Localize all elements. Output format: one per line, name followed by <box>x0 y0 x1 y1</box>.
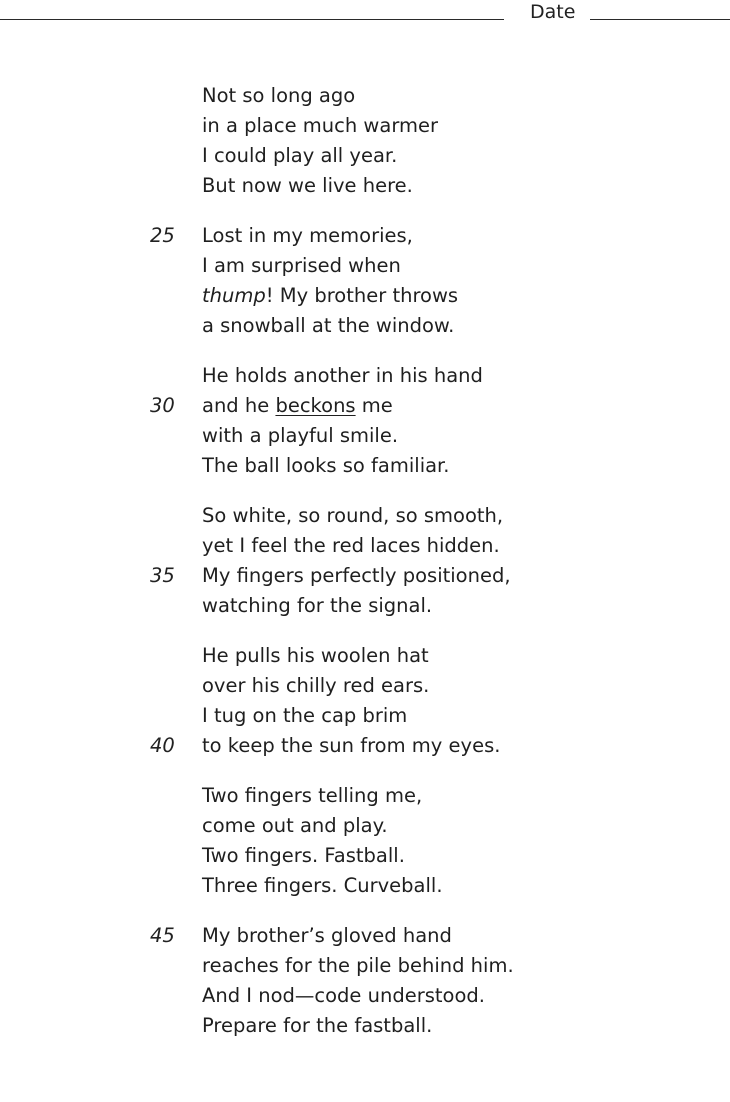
poem-line <box>0 921 730 951</box>
line-text-before: and he <box>202 394 276 417</box>
poem-line <box>0 81 730 111</box>
line-text: Two fingers telling me, <box>202 784 423 807</box>
line-text: yet I feel the red laces hidden. <box>202 534 500 557</box>
date-label: Date <box>530 1 576 23</box>
poem-line <box>0 391 730 421</box>
line-text: The ball looks so familiar. <box>202 454 450 477</box>
line-text: And I nod—code understood. <box>202 984 485 1007</box>
name-blank-line <box>0 19 504 20</box>
line-text: Two fingers. Fastball. <box>202 844 405 867</box>
poem-line <box>0 871 730 901</box>
poem-line <box>0 501 730 531</box>
line-number: 30 <box>150 394 175 417</box>
line-text: I tug on the cap brim <box>202 704 408 727</box>
poem-line <box>0 561 730 591</box>
line-text <box>202 391 393 421</box>
poem-line <box>0 281 730 311</box>
vocabulary-word: beckons <box>275 394 356 417</box>
line-text <box>202 281 458 311</box>
line-text: over his chilly red ears. <box>202 674 430 697</box>
poem-line <box>0 141 730 171</box>
italic-word: thump <box>202 284 266 307</box>
line-number: 40 <box>150 734 175 757</box>
poem-line <box>0 451 730 481</box>
line-text: I am surprised when <box>202 254 401 277</box>
poem-line <box>0 311 730 341</box>
line-text: reaches for the pile behind him. <box>202 954 514 977</box>
line-text: He pulls his woolen hat <box>202 644 429 667</box>
line-text: watching for the signal. <box>202 594 433 617</box>
poem-line <box>0 1011 730 1041</box>
poem-line <box>0 781 730 811</box>
line-text: come out and play. <box>202 814 388 837</box>
line-text-after: me <box>355 394 393 417</box>
line-number: 25 <box>150 224 175 247</box>
poem-line <box>0 421 730 451</box>
line-text: So white, so round, so smooth, <box>202 504 504 527</box>
line-text: Not so long ago <box>202 84 356 107</box>
line-text: Three fingers. Curveball. <box>202 874 443 897</box>
line-number: 35 <box>150 564 175 587</box>
line-text: My fingers perfectly positioned, <box>202 564 511 587</box>
line-text: to keep the sun from my eyes. <box>202 734 501 757</box>
line-text-rest: ! My brother throws <box>265 284 459 307</box>
line-text: a snowball at the window. <box>202 314 455 337</box>
line-text: in a place much warmer <box>202 114 438 137</box>
poem-line <box>0 701 730 731</box>
poem-line <box>0 951 730 981</box>
poem-line <box>0 361 730 391</box>
poem-line <box>0 171 730 201</box>
date-blank-line <box>590 19 730 20</box>
poem-line <box>0 981 730 1011</box>
poem-line <box>0 671 730 701</box>
poem-line <box>0 221 730 251</box>
poem-line <box>0 841 730 871</box>
line-text: Prepare for the fastball. <box>202 1014 433 1037</box>
line-text: But now we live here. <box>202 174 413 197</box>
line-number: 45 <box>150 924 175 947</box>
poem-line <box>0 811 730 841</box>
line-text: Lost in my memories, <box>202 224 413 247</box>
poem-line <box>0 641 730 671</box>
line-text: I could play all year. <box>202 144 398 167</box>
line-text: with a playful smile. <box>202 424 399 447</box>
poem-line <box>0 251 730 281</box>
poem-line <box>0 591 730 621</box>
poem-line <box>0 531 730 561</box>
poem-line <box>0 111 730 141</box>
poem <box>0 81 730 1041</box>
poem-line <box>0 731 730 761</box>
line-text: My brother’s gloved hand <box>202 924 452 947</box>
line-text: He holds another in his hand <box>202 364 483 387</box>
